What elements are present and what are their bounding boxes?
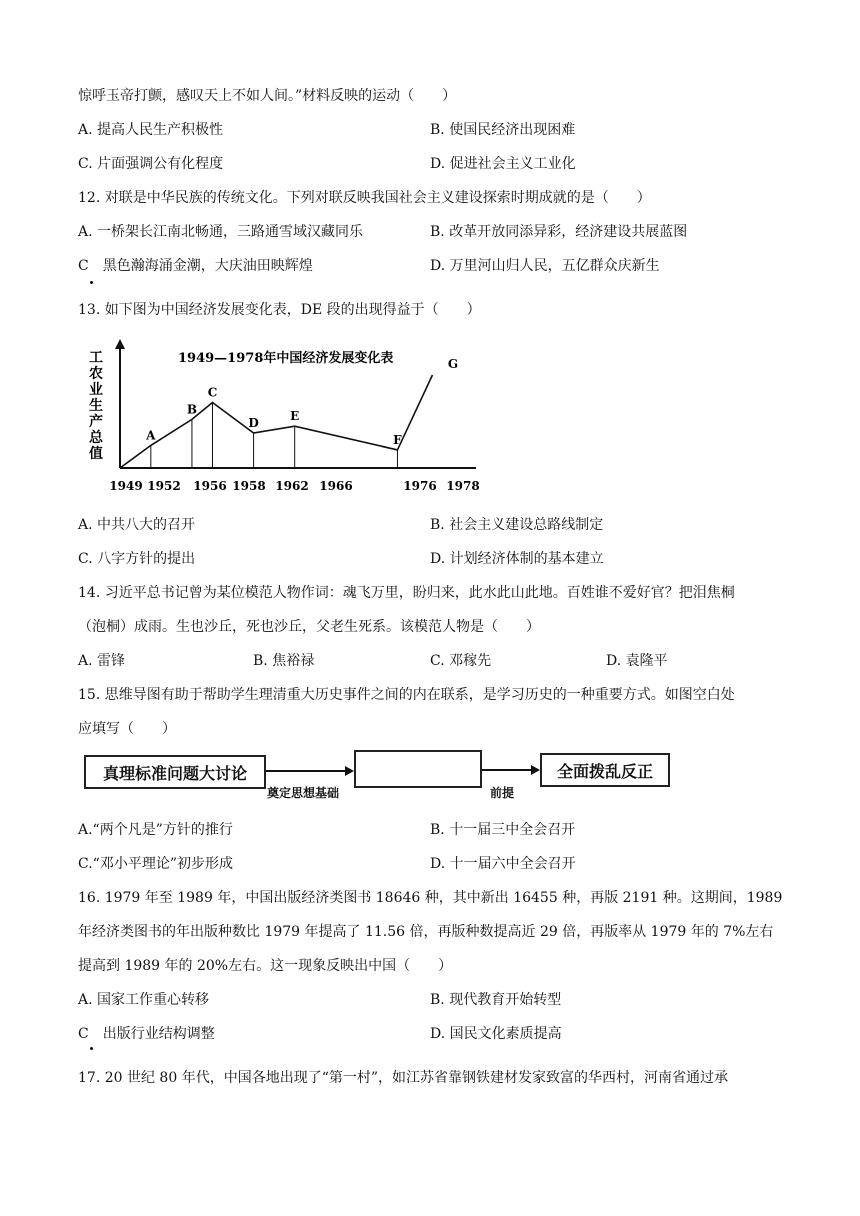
mindmap-box-right: 全面拨乱反正 [540, 753, 670, 787]
point-label: A [146, 428, 156, 443]
q14-option-c: C. 邓稼先 [430, 653, 492, 669]
y-label-char: 值 [89, 446, 103, 462]
mindmap-arrowhead-1 [345, 766, 354, 776]
q14-option-a: A. 雷锋 [78, 653, 126, 669]
q14-option-b: B. 焦裕禄 [253, 653, 315, 669]
x-tick-label: 1958 [232, 479, 266, 493]
q13-option-a: A. 中共八大的召开 [78, 517, 196, 533]
point-label: F [393, 432, 402, 447]
x-tick-label: 1978 [446, 479, 480, 493]
point-label: G [447, 357, 459, 371]
q12-option-d: D. 万里河山归人民，五亿群众庆新生 [430, 258, 660, 274]
q17-stem: 17. 20 世纪 80 年代，中国各地出现了“第一村”，如江苏省靠钢铁建材发家致富的华西村，河南省通过承 [78, 1070, 729, 1086]
q16-option-b: B. 现代教育开始转型 [430, 992, 562, 1008]
q11-stem: 惊呼玉帝打颤，感叹天上不如人间。”材料反映的运动（ ） [78, 88, 457, 104]
q14-option-d: D. 袁隆平 [606, 653, 668, 669]
q16-option-c: C 出版行业结构调整 [78, 1026, 215, 1042]
x-tick-label: 1966 [319, 479, 353, 493]
q15-option-b: B. 十一届三中全会召开 [430, 822, 576, 838]
q12-option-c: C 黑色瀚海涌金潮，大庆油田映辉煌 [78, 258, 313, 274]
q14-stem-line1: 14. 习近平总书记曾为某位模范人物作词：魂飞万里，盼归来，此水此山此地。百姓谁不爱好官？把泪焦桐 [78, 585, 735, 601]
y-label-char: 产 [89, 414, 103, 430]
q16-option-a: A. 国家工作重心转移 [78, 992, 210, 1008]
q11-option-d: D. 促进社会主义工业化 [430, 156, 576, 172]
q12-stem: 12. 对联是中华民族的传统文化。下列对联反映我国社会主义建设探索时期成就的是（ ） [78, 190, 651, 206]
q15-option-a: A.“两个凡是”方针的推行 [78, 822, 233, 838]
q15-stem-line1: 15. 思维导图有助于帮助学生理清重大历史事件之间的内在联系，是学习历史的一种重要方式。如图空白处 [78, 687, 735, 703]
y-label-char: 工 [89, 350, 103, 366]
q12-option-a: A. 一桥架长江南北畅通，三路通雪域汉藏同乐 [78, 224, 364, 240]
x-tick-label: 1949 [109, 479, 143, 493]
q16-stem-line1: 16. 1979 年至 1989 年，中国出版经济类图书 18646 种，其中新出 16455 种，再版 2191 种。这期间，1989 [78, 890, 783, 906]
x-tick-label: 1962 [275, 479, 309, 493]
q16-stem-line2: 年经济类图书的年出版种数比 1979 年提高了 11.56 倍，再版种数提高近 29 倍，再版率从 1979 年的 7%左右 [78, 924, 774, 940]
point-label: E [290, 409, 300, 424]
q11-option-a: A. 提高人民生产积极性 [78, 122, 224, 138]
q15-option-c: C.“邓小平理论”初步形成 [78, 856, 233, 872]
q14-stem-line2: （泡桐）成雨。生也沙丘，死也沙丘，父老生死系。该模范人物是（ ） [78, 619, 540, 635]
q16-stem-line3: 提高到 1989 年的 20%左右。这一现象反映出中国（ ） [78, 958, 453, 974]
q13-option-d: D. 计划经济体制的基本建立 [430, 551, 604, 567]
q13-option-b: B. 社会主义建设总路线制定 [430, 517, 604, 533]
q13-stem: 13. 如下图为中国经济发展变化表，DE 段的出现得益于（ ） [78, 302, 481, 318]
mindmap-arrow-2-label: 前提 [490, 786, 515, 800]
point-label: C [207, 385, 218, 400]
y-label-char: 总 [89, 430, 103, 446]
q11-option-c: C. 片面强调公有化程度 [78, 156, 224, 172]
y-label-char: 生 [89, 398, 103, 414]
q15-stem-line2: 应填写（ ） [78, 721, 176, 737]
x-tick-label: 1952 [147, 479, 181, 493]
q12-option-b: B. 改革开放同添异彩，经济建设共展蓝图 [430, 224, 688, 240]
x-tick-label: 1976 [403, 479, 437, 493]
option-c-dot [90, 1047, 93, 1050]
q15-option-d: D. 十一届六中全会召开 [430, 856, 576, 872]
y-label-char: 农 [89, 366, 103, 382]
mindmap-box-left: 真理标准问题大讨论 [84, 755, 266, 789]
point-label: B [186, 402, 198, 417]
mindmap-arrowhead-2 [531, 765, 540, 775]
y-label-char: 业 [89, 382, 103, 398]
q11-option-b: B. 使国民经济出现困难 [430, 122, 576, 138]
q16-option-d: D. 国民文化素质提高 [430, 1026, 562, 1042]
x-tick-label: 1956 [193, 479, 227, 493]
chart-title: 1949—1978年中国经济发展变化表 [178, 351, 394, 366]
point-label: D [248, 415, 259, 430]
mindmap-arrow-1-label: 奠定思想基础 [267, 786, 340, 800]
q13-option-c: C. 八字方针的提出 [78, 551, 196, 567]
